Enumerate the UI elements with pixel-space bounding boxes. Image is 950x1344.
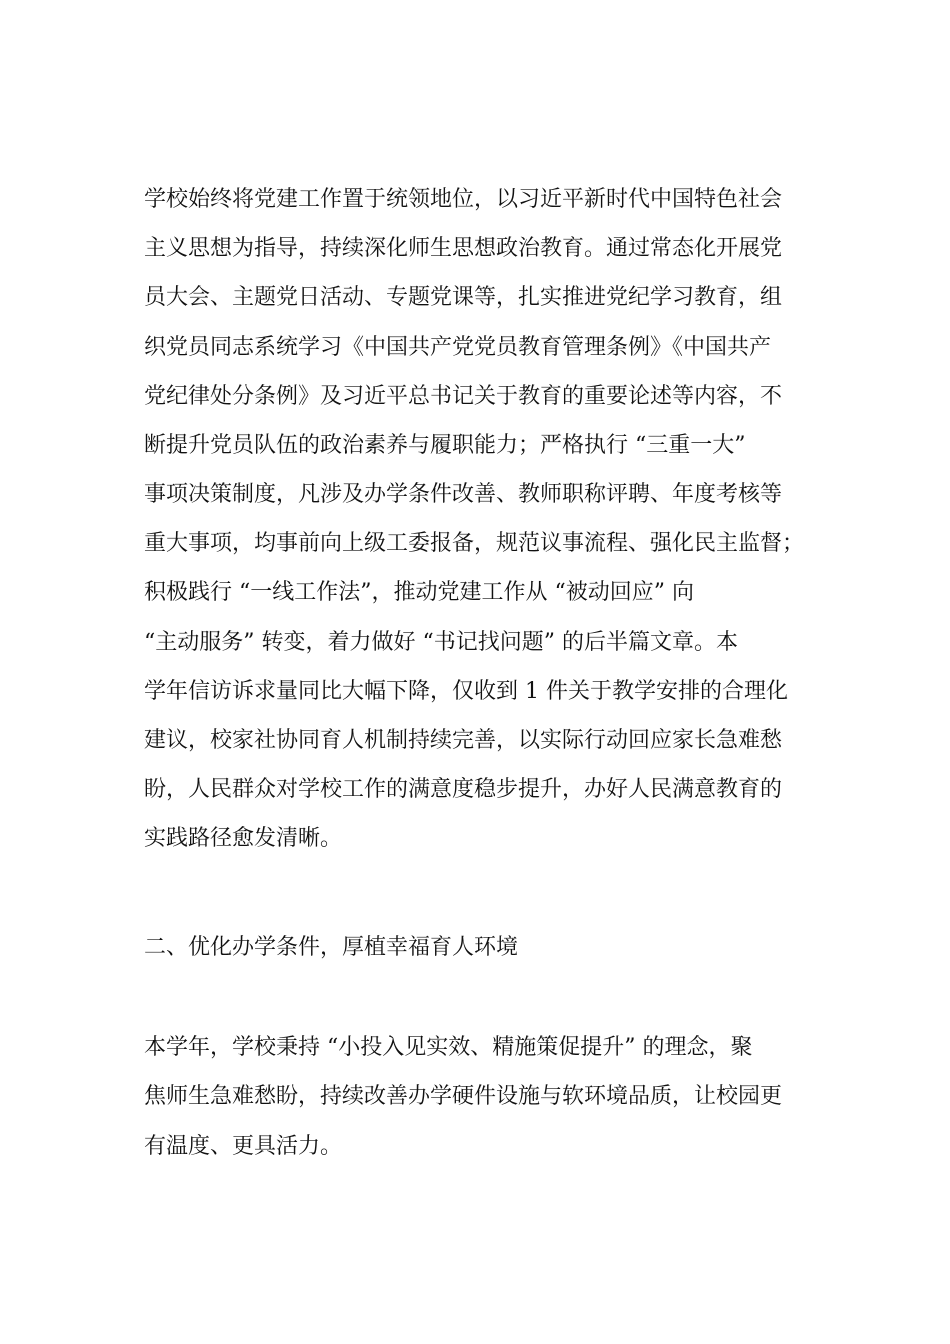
paragraph-1-line-1: 学校始终将党建工作置于统领地位，以习近平新时代中国特色社会 [144, 187, 783, 212]
paragraph-1-line-11: 学年信访诉求量同比大幅下降，仅收到 1 件关于教学安排的合理化 [144, 679, 788, 704]
paragraph-1-line-8: 重大事项，均事前向上级工委报备，规范议事流程、强化民主监督； [144, 531, 805, 556]
paragraph-1-line-3: 员大会、主题党日活动、专题党课等，扎实推进党纪学习教育，组 [144, 285, 783, 310]
paragraph-1-line-14: 实践路径愈发清晰。 [144, 826, 343, 851]
paragraph-1-line-4: 织党员同志系统学习《中国共产党党员教育管理条例》《中国共产 [144, 335, 772, 360]
section-heading-2: 二、优化办学条件，厚植幸福育人环境 [144, 935, 519, 960]
paragraph-1-line-7: 事项决策制度，凡涉及办学条件改善、教师职称评聘、年度考核等 [144, 482, 783, 507]
paragraph-1-line-6: 断提升党员队伍的政治素养与履职能力；严格执行 “三重一大” [144, 433, 746, 458]
paragraph-1-line-10: “主动服务” 转变，着力做好 “书记找问题” 的后半篇文章。本 [144, 630, 738, 655]
paragraph-1-line-13: 盼，人民群众对学校工作的满意度稳步提升，办好人民满意教育的 [144, 777, 783, 802]
paragraph-1-line-2: 主义思想为指导，持续深化师生思想政治教育。通过常态化开展党 [144, 236, 783, 261]
paragraph-1-line-9: 积极践行 “一线工作法”，推动党建工作从 “被动回应” 向 [144, 580, 694, 605]
paragraph-2-line-1: 本学年，学校秉持 “小投入见实效、精施策促提升” 的理念，聚 [144, 1035, 753, 1060]
paragraph-2-line-3: 有温度、更具活力。 [144, 1134, 343, 1159]
paragraph-1-line-5: 党纪律处分条例》及习近平总书记关于教育的重要论述等内容，不 [144, 384, 783, 409]
paragraph-1-line-12: 建议，校家社协同育人机制持续完善，以实际行动回应家长急难愁 [144, 728, 783, 753]
paragraph-2-line-2: 焦师生急难愁盼，持续改善办学硬件设施与软环境品质，让校园更 [144, 1084, 783, 1109]
